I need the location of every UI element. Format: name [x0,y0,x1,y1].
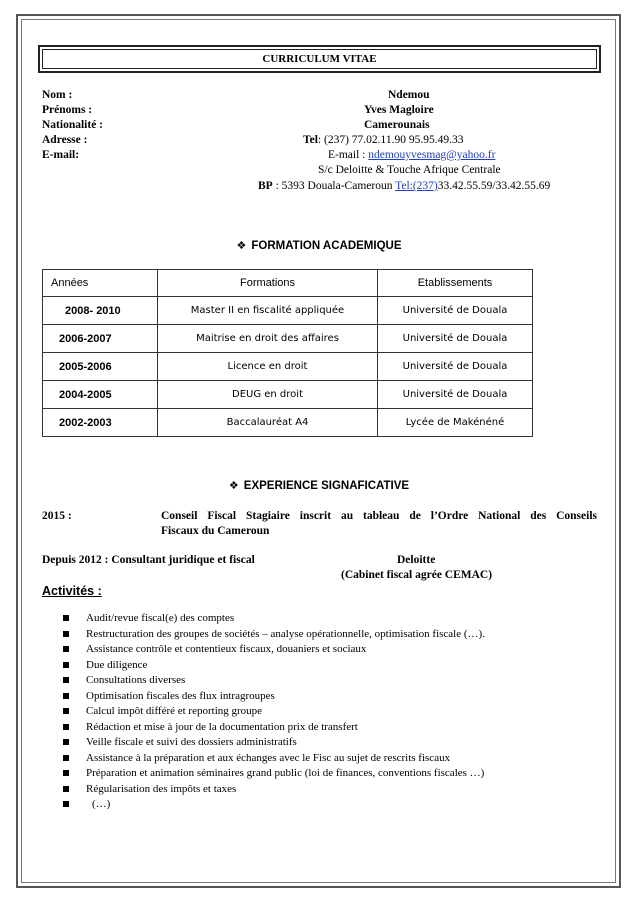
prenoms-value: Yves Magloire [364,104,434,116]
nationalite-label: Nationalité : [42,119,104,131]
square-bullet-icon [63,631,69,637]
list-item: Assistance à la préparation et aux échanges avec le Fisc au sujet de rescrits fiscaux [42,752,485,768]
table-header-row [43,270,533,297]
column-header-etablissements: Etablissements [378,270,533,297]
row-etablissement: Université de Douala [378,297,533,325]
diamond-bullet-icon: ❖ [228,479,239,492]
square-bullet-icon [63,677,69,683]
list-item: Calcul impôt différé et reporting groupe [42,705,485,721]
activites-title: Activités : [42,584,102,598]
email-link[interactable]: ndemouyvesmag@yahoo.fr [368,149,496,161]
square-bullet-icon [63,770,69,776]
table-row [43,381,533,409]
row-formation: DEUG en droit [158,381,378,409]
square-bullet-icon [63,801,69,807]
table-row [43,297,533,325]
square-bullet-icon [63,786,69,792]
list-item: Consultations diverses [42,674,485,690]
square-bullet-icon [63,693,69,699]
bp-value: : 5393 Douala-Cameroun [275,180,393,192]
bp-line [258,180,550,192]
email-label: E-mail: [42,149,80,161]
column-header-formations: Formations [158,270,378,297]
row-formation: Baccalauréat A4 [158,409,378,437]
prenoms-label: Prénoms : [42,104,93,116]
row-year: 2008- 2010 [43,297,158,325]
exp1-line1: Conseil Fiscal Stagiaire inscrit au tableau de l’Ordre National des Conseils [161,510,597,522]
row-year: 2002-2003 [43,409,158,437]
list-item: Audit/revue fiscal(e) des comptes [42,612,485,628]
email-line [328,149,495,161]
column-header-annees: Années [43,270,158,297]
bp-tel-link[interactable]: Tel:(237) [395,180,438,192]
tel-value: : (237) 77.02.11.90 95.95.49.33 [317,134,464,146]
adresse-label: Adresse : [42,134,88,146]
bp-label: BP [258,180,273,192]
email-prefix: E-mail : [328,149,366,161]
nom-label: Nom : [42,89,73,101]
tel-label: Tel [303,134,318,146]
row-etablissement: Université de Douala [378,381,533,409]
exp2-company: Deloitte [397,554,436,566]
table-row [43,325,533,353]
list-item: Régularisation des impôts et taxes [42,783,485,799]
row-formation: Maitrise en droit des affaires [158,325,378,353]
row-year: 2006-2007 [43,325,158,353]
square-bullet-icon [63,646,69,652]
exp1-year: 2015 : [42,510,72,522]
exp1-line2: Fiscaux du Cameroun [161,525,270,537]
square-bullet-icon [63,739,69,745]
exp2-title: Depuis 2012 : Consultant juridique et fiscal [42,554,255,566]
square-bullet-icon [63,662,69,668]
row-formation: Master II en fiscalité appliquée [158,297,378,325]
row-year: 2004-2005 [43,381,158,409]
square-bullet-icon [63,708,69,714]
experience-heading: ❖ EXPERIENCE SIGNAFICATIVE [228,479,410,492]
tel-line [303,134,463,146]
list-item: Préparation et animation séminaires grand public (loi de finances, conventions fiscales …) [42,767,485,783]
row-formation: Licence en droit [158,353,378,381]
list-item: Restructuration des groupes de sociétés – analyse opérationnelle, optimisation fiscale (…). [42,628,485,644]
exp2-company-sub: (Cabinet fiscal agrée CEMAC) [341,569,493,581]
table-row [43,353,533,381]
cv-title: CURRICULUM VITAE [42,49,597,69]
row-year: 2005-2006 [43,353,158,381]
table-row [43,409,533,437]
row-etablissement: Lycée de Makénéné [378,409,533,437]
formation-table [42,269,533,437]
company-line: S/c Deloitte & Touche Afrique Centrale [318,164,501,176]
list-item: Rédaction et mise à jour de la documentation prix de transfert [42,721,485,737]
list-item: Due diligence [42,659,485,675]
square-bullet-icon [63,755,69,761]
bp-tel-rest: 33.42.55.59/33.42.55.69 [437,180,551,192]
activites-list [42,612,485,814]
row-etablissement: Université de Douala [378,325,533,353]
nationalite-value: Camerounais [364,119,430,131]
nom-value: Ndemou [388,89,430,101]
list-item: Assistance contrôle et contentieux fiscaux, douaniers et sociaux [42,643,485,659]
diamond-bullet-icon: ❖ [236,239,247,252]
square-bullet-icon [63,724,69,730]
list-item: (…) [42,798,485,814]
list-item: Optimisation fiscales des flux intragroupes [42,690,485,706]
row-etablissement: Université de Douala [378,353,533,381]
formation-heading: ❖ FORMATION ACADEMIQUE [236,239,402,252]
list-item: Veille fiscale et suivi des dossiers administratifs [42,736,485,752]
square-bullet-icon [63,615,69,621]
